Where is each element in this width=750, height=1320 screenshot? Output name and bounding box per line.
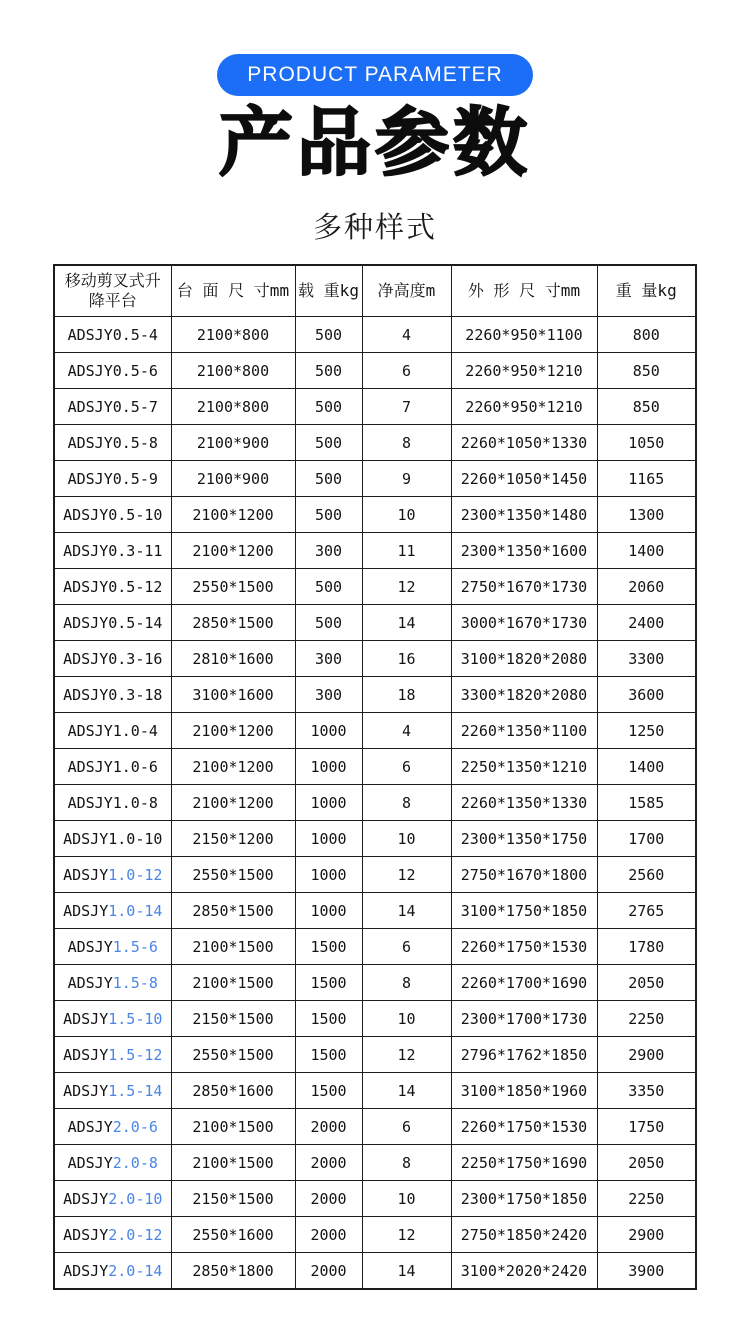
platform-size-cell: 2810*1600 [171, 641, 295, 677]
height-cell: 8 [362, 425, 451, 461]
overall-size-cell: 2260*1700*1690 [451, 965, 597, 1001]
model-suffix: 1.0-14 [108, 901, 163, 920]
model-cell [54, 1253, 171, 1290]
platform-size-cell: 2550*1500 [171, 569, 295, 605]
table-row [54, 1217, 696, 1253]
platform-size-cell: 2100*1500 [171, 1109, 295, 1145]
model-suffix: 0.5-6 [112, 361, 158, 380]
height-cell: 7 [362, 389, 451, 425]
weight-cell: 2050 [597, 1145, 696, 1181]
model-cell [54, 641, 171, 677]
model-suffix: 2.0-8 [112, 1153, 158, 1172]
height-cell: 6 [362, 353, 451, 389]
weight-cell: 1050 [597, 425, 696, 461]
model-suffix: 1.5-12 [108, 1045, 163, 1064]
weight-cell: 2765 [597, 893, 696, 929]
model-prefix: ADSJY [67, 721, 113, 740]
platform-size-cell: 2100*1200 [171, 497, 295, 533]
weight-cell: 1165 [597, 461, 696, 497]
platform-size-cell: 2100*900 [171, 461, 295, 497]
platform-size-cell: 2100*800 [171, 317, 295, 353]
height-cell: 14 [362, 605, 451, 641]
height-cell: 18 [362, 677, 451, 713]
platform-size-cell: 3100*1600 [171, 677, 295, 713]
weight-cell: 1250 [597, 713, 696, 749]
model-suffix: 1.0-4 [112, 721, 158, 740]
table-row [54, 1253, 696, 1290]
load-cell: 2000 [295, 1145, 362, 1181]
model-prefix: ADSJY [67, 973, 113, 992]
platform-size-cell: 2850*1800 [171, 1253, 295, 1290]
table-row [54, 713, 696, 749]
model-cell [54, 461, 171, 497]
table-row [54, 533, 696, 569]
model-suffix: 2.0-12 [108, 1225, 163, 1244]
model-prefix: ADSJY [63, 901, 109, 920]
height-cell: 12 [362, 857, 451, 893]
overall-size-cell: 3100*1820*2080 [451, 641, 597, 677]
height-cell: 6 [362, 1109, 451, 1145]
model-prefix: ADSJY [67, 1153, 113, 1172]
table-row [54, 929, 696, 965]
col-header-load: 载 重kg [295, 265, 362, 317]
overall-size-cell: 2300*1350*1480 [451, 497, 597, 533]
height-cell: 16 [362, 641, 451, 677]
height-cell: 12 [362, 1217, 451, 1253]
model-prefix: ADSJY [67, 757, 113, 776]
table-row [54, 677, 696, 713]
load-cell: 500 [295, 389, 362, 425]
model-suffix: 1.0-12 [108, 865, 163, 884]
platform-size-cell: 2150*1500 [171, 1181, 295, 1217]
model-suffix: 0.5-4 [112, 325, 158, 344]
load-cell: 500 [295, 353, 362, 389]
table-row [54, 1073, 696, 1109]
load-cell: 1000 [295, 713, 362, 749]
model-cell [54, 1001, 171, 1037]
model-cell [54, 929, 171, 965]
weight-cell: 850 [597, 353, 696, 389]
overall-size-cell: 3300*1820*2080 [451, 677, 597, 713]
model-suffix: 0.5-9 [112, 469, 158, 488]
load-cell: 1500 [295, 965, 362, 1001]
platform-size-cell: 2100*1500 [171, 929, 295, 965]
table-row [54, 749, 696, 785]
model-suffix: 0.3-18 [108, 685, 163, 704]
platform-size-cell: 2850*1600 [171, 1073, 295, 1109]
model-prefix: ADSJY [67, 397, 113, 416]
model-prefix: ADSJY [63, 1045, 109, 1064]
load-cell: 1500 [295, 1037, 362, 1073]
table-row [54, 569, 696, 605]
model-suffix: 0.5-12 [108, 577, 163, 596]
weight-cell: 2250 [597, 1001, 696, 1037]
table-row [54, 821, 696, 857]
model-prefix: ADSJY [67, 325, 113, 344]
weight-cell: 2560 [597, 857, 696, 893]
model-cell [54, 425, 171, 461]
weight-cell: 850 [597, 389, 696, 425]
platform-size-cell: 2100*1500 [171, 1145, 295, 1181]
table-row [54, 893, 696, 929]
col-header-model: 移动剪叉式升降平台 [54, 265, 171, 317]
load-cell: 2000 [295, 1217, 362, 1253]
model-prefix: ADSJY [63, 613, 109, 632]
model-suffix: 2.0-10 [108, 1189, 163, 1208]
model-cell [54, 533, 171, 569]
overall-size-cell: 2260*1050*1330 [451, 425, 597, 461]
overall-size-cell: 2796*1762*1850 [451, 1037, 597, 1073]
overall-size-cell: 3000*1670*1730 [451, 605, 597, 641]
overall-size-cell: 2750*1670*1800 [451, 857, 597, 893]
weight-cell: 2900 [597, 1217, 696, 1253]
load-cell: 1000 [295, 749, 362, 785]
model-prefix: ADSJY [63, 1261, 109, 1280]
model-prefix: ADSJY [63, 829, 109, 848]
weight-cell: 1300 [597, 497, 696, 533]
height-cell: 10 [362, 821, 451, 857]
model-suffix: 0.5-10 [108, 505, 163, 524]
weight-cell: 2060 [597, 569, 696, 605]
spec-table-container [0, 264, 750, 1290]
overall-size-cell: 3100*1750*1850 [451, 893, 597, 929]
load-cell: 500 [295, 461, 362, 497]
platform-size-cell: 2100*1200 [171, 785, 295, 821]
model-prefix: ADSJY [63, 865, 109, 884]
weight-cell: 1750 [597, 1109, 696, 1145]
table-row [54, 605, 696, 641]
model-cell [54, 749, 171, 785]
load-cell: 500 [295, 569, 362, 605]
model-suffix: 0.5-8 [112, 433, 158, 452]
load-cell: 2000 [295, 1253, 362, 1290]
table-row [54, 425, 696, 461]
model-cell [54, 677, 171, 713]
table-row [54, 857, 696, 893]
model-cell [54, 965, 171, 1001]
model-prefix: ADSJY [67, 793, 113, 812]
table-row [54, 965, 696, 1001]
model-prefix: ADSJY [63, 505, 109, 524]
col-header-platform-size: 台 面 尺 寸mm [171, 265, 295, 317]
height-cell: 6 [362, 929, 451, 965]
overall-size-cell: 2250*1350*1210 [451, 749, 597, 785]
load-cell: 300 [295, 677, 362, 713]
platform-size-cell: 2100*900 [171, 425, 295, 461]
model-suffix: 1.0-6 [112, 757, 158, 776]
platform-size-cell: 2100*1200 [171, 749, 295, 785]
height-cell: 4 [362, 317, 451, 353]
height-cell: 9 [362, 461, 451, 497]
weight-cell: 2250 [597, 1181, 696, 1217]
model-cell [54, 785, 171, 821]
model-suffix: 0.3-11 [108, 541, 163, 560]
model-prefix: ADSJY [67, 937, 113, 956]
table-row [54, 641, 696, 677]
col-header-overall-size: 外 形 尺 寸mm [451, 265, 597, 317]
load-cell: 2000 [295, 1181, 362, 1217]
model-prefix: ADSJY [63, 1009, 109, 1028]
overall-size-cell: 3100*2020*2420 [451, 1253, 597, 1290]
load-cell: 2000 [295, 1109, 362, 1145]
platform-size-cell: 2850*1500 [171, 605, 295, 641]
height-cell: 12 [362, 569, 451, 605]
model-cell [54, 353, 171, 389]
platform-size-cell: 2100*800 [171, 353, 295, 389]
height-cell: 14 [362, 1253, 451, 1290]
model-suffix: 1.5-14 [108, 1081, 163, 1100]
model-suffix: 1.5-8 [112, 973, 158, 992]
weight-cell: 2400 [597, 605, 696, 641]
height-cell: 12 [362, 1037, 451, 1073]
height-cell: 8 [362, 1145, 451, 1181]
height-cell: 8 [362, 785, 451, 821]
model-cell [54, 821, 171, 857]
model-suffix: 1.0-8 [112, 793, 158, 812]
load-cell: 300 [295, 641, 362, 677]
weight-cell: 800 [597, 317, 696, 353]
table-row [54, 497, 696, 533]
table-header-row [54, 265, 696, 317]
weight-cell: 2900 [597, 1037, 696, 1073]
spec-table-body [54, 317, 696, 1290]
platform-size-cell: 2100*1200 [171, 533, 295, 569]
badge-container [0, 0, 750, 96]
model-cell [54, 1181, 171, 1217]
load-cell: 500 [295, 317, 362, 353]
height-cell: 11 [362, 533, 451, 569]
overall-size-cell: 2260*1050*1450 [451, 461, 597, 497]
overall-size-cell: 2260*1350*1330 [451, 785, 597, 821]
weight-cell: 1700 [597, 821, 696, 857]
table-row [54, 1145, 696, 1181]
load-cell: 1500 [295, 1073, 362, 1109]
model-prefix: ADSJY [67, 361, 113, 380]
model-cell [54, 389, 171, 425]
model-prefix: ADSJY [63, 577, 109, 596]
overall-size-cell: 2260*1750*1530 [451, 929, 597, 965]
spec-table [53, 264, 697, 1290]
table-row [54, 389, 696, 425]
model-prefix: ADSJY [63, 541, 109, 560]
overall-size-cell: 2300*1700*1730 [451, 1001, 597, 1037]
table-row [54, 785, 696, 821]
model-prefix: ADSJY [67, 469, 113, 488]
height-cell: 8 [362, 965, 451, 1001]
model-suffix: 2.0-6 [112, 1117, 158, 1136]
model-suffix: 0.5-7 [112, 397, 158, 416]
model-cell [54, 317, 171, 353]
platform-size-cell: 2550*1500 [171, 1037, 295, 1073]
overall-size-cell: 2260*1350*1100 [451, 713, 597, 749]
model-suffix: 2.0-14 [108, 1261, 163, 1280]
subtitle: 多种样式 [312, 212, 437, 245]
model-cell [54, 1109, 171, 1145]
model-suffix: 0.5-14 [108, 613, 163, 632]
load-cell: 300 [295, 533, 362, 569]
model-prefix: ADSJY [63, 1189, 109, 1208]
overall-size-cell: 2300*1350*1600 [451, 533, 597, 569]
col-header-net-height: 净高度m [362, 265, 451, 317]
overall-size-cell: 2750*1670*1730 [451, 569, 597, 605]
overall-size-cell: 2260*950*1100 [451, 317, 597, 353]
overall-size-cell: 2260*1750*1530 [451, 1109, 597, 1145]
weight-cell: 3600 [597, 677, 696, 713]
weight-cell: 1780 [597, 929, 696, 965]
table-row [54, 353, 696, 389]
model-suffix: 1.5-10 [108, 1009, 163, 1028]
overall-size-cell: 2750*1850*2420 [451, 1217, 597, 1253]
page-title: 产品参数 [219, 101, 531, 184]
model-cell [54, 1037, 171, 1073]
platform-size-cell: 2550*1500 [171, 857, 295, 893]
model-suffix: 1.0-10 [108, 829, 163, 848]
load-cell: 500 [295, 605, 362, 641]
model-cell [54, 1145, 171, 1181]
load-cell: 500 [295, 497, 362, 533]
load-cell: 500 [295, 425, 362, 461]
model-prefix: ADSJY [63, 1081, 109, 1100]
model-prefix: ADSJY [63, 1225, 109, 1244]
weight-cell: 1400 [597, 749, 696, 785]
table-row [54, 1109, 696, 1145]
platform-size-cell: 2850*1500 [171, 893, 295, 929]
platform-size-cell: 2150*1500 [171, 1001, 295, 1037]
platform-size-cell: 2550*1600 [171, 1217, 295, 1253]
load-cell: 1000 [295, 821, 362, 857]
model-prefix: ADSJY [63, 649, 109, 668]
height-cell: 6 [362, 749, 451, 785]
platform-size-cell: 2100*800 [171, 389, 295, 425]
overall-size-cell: 2250*1750*1690 [451, 1145, 597, 1181]
model-suffix: 0.3-16 [108, 649, 163, 668]
overall-size-cell: 2260*950*1210 [451, 389, 597, 425]
model-suffix: 1.5-6 [112, 937, 158, 956]
overall-size-cell: 3100*1850*1960 [451, 1073, 597, 1109]
model-cell [54, 497, 171, 533]
height-cell: 10 [362, 1001, 451, 1037]
weight-cell: 3300 [597, 641, 696, 677]
table-row [54, 1001, 696, 1037]
height-cell: 4 [362, 713, 451, 749]
overall-size-cell: 2300*1750*1850 [451, 1181, 597, 1217]
model-cell [54, 1073, 171, 1109]
weight-cell: 1400 [597, 533, 696, 569]
model-cell [54, 605, 171, 641]
overall-size-cell: 2260*950*1210 [451, 353, 597, 389]
table-row [54, 461, 696, 497]
model-cell [54, 713, 171, 749]
load-cell: 1000 [295, 857, 362, 893]
weight-cell: 1585 [597, 785, 696, 821]
model-cell [54, 893, 171, 929]
platform-size-cell: 2150*1200 [171, 821, 295, 857]
height-cell: 10 [362, 1181, 451, 1217]
platform-size-cell: 2100*1200 [171, 713, 295, 749]
height-cell: 14 [362, 1073, 451, 1109]
product-parameter-badge: PRODUCT PARAMETER [217, 54, 532, 96]
table-row [54, 1181, 696, 1217]
load-cell: 1000 [295, 785, 362, 821]
overall-size-cell: 2300*1350*1750 [451, 821, 597, 857]
model-cell [54, 1217, 171, 1253]
table-row [54, 317, 696, 353]
height-cell: 10 [362, 497, 451, 533]
weight-cell: 2050 [597, 965, 696, 1001]
col-header-weight: 重 量kg [597, 265, 696, 317]
model-prefix: ADSJY [63, 685, 109, 704]
model-prefix: ADSJY [67, 1117, 113, 1136]
weight-cell: 3900 [597, 1253, 696, 1290]
weight-cell: 3350 [597, 1073, 696, 1109]
load-cell: 1500 [295, 929, 362, 965]
model-cell [54, 857, 171, 893]
model-cell [54, 569, 171, 605]
platform-size-cell: 2100*1500 [171, 965, 295, 1001]
load-cell: 1000 [295, 893, 362, 929]
table-row [54, 1037, 696, 1073]
model-prefix: ADSJY [67, 433, 113, 452]
load-cell: 1500 [295, 1001, 362, 1037]
height-cell: 14 [362, 893, 451, 929]
